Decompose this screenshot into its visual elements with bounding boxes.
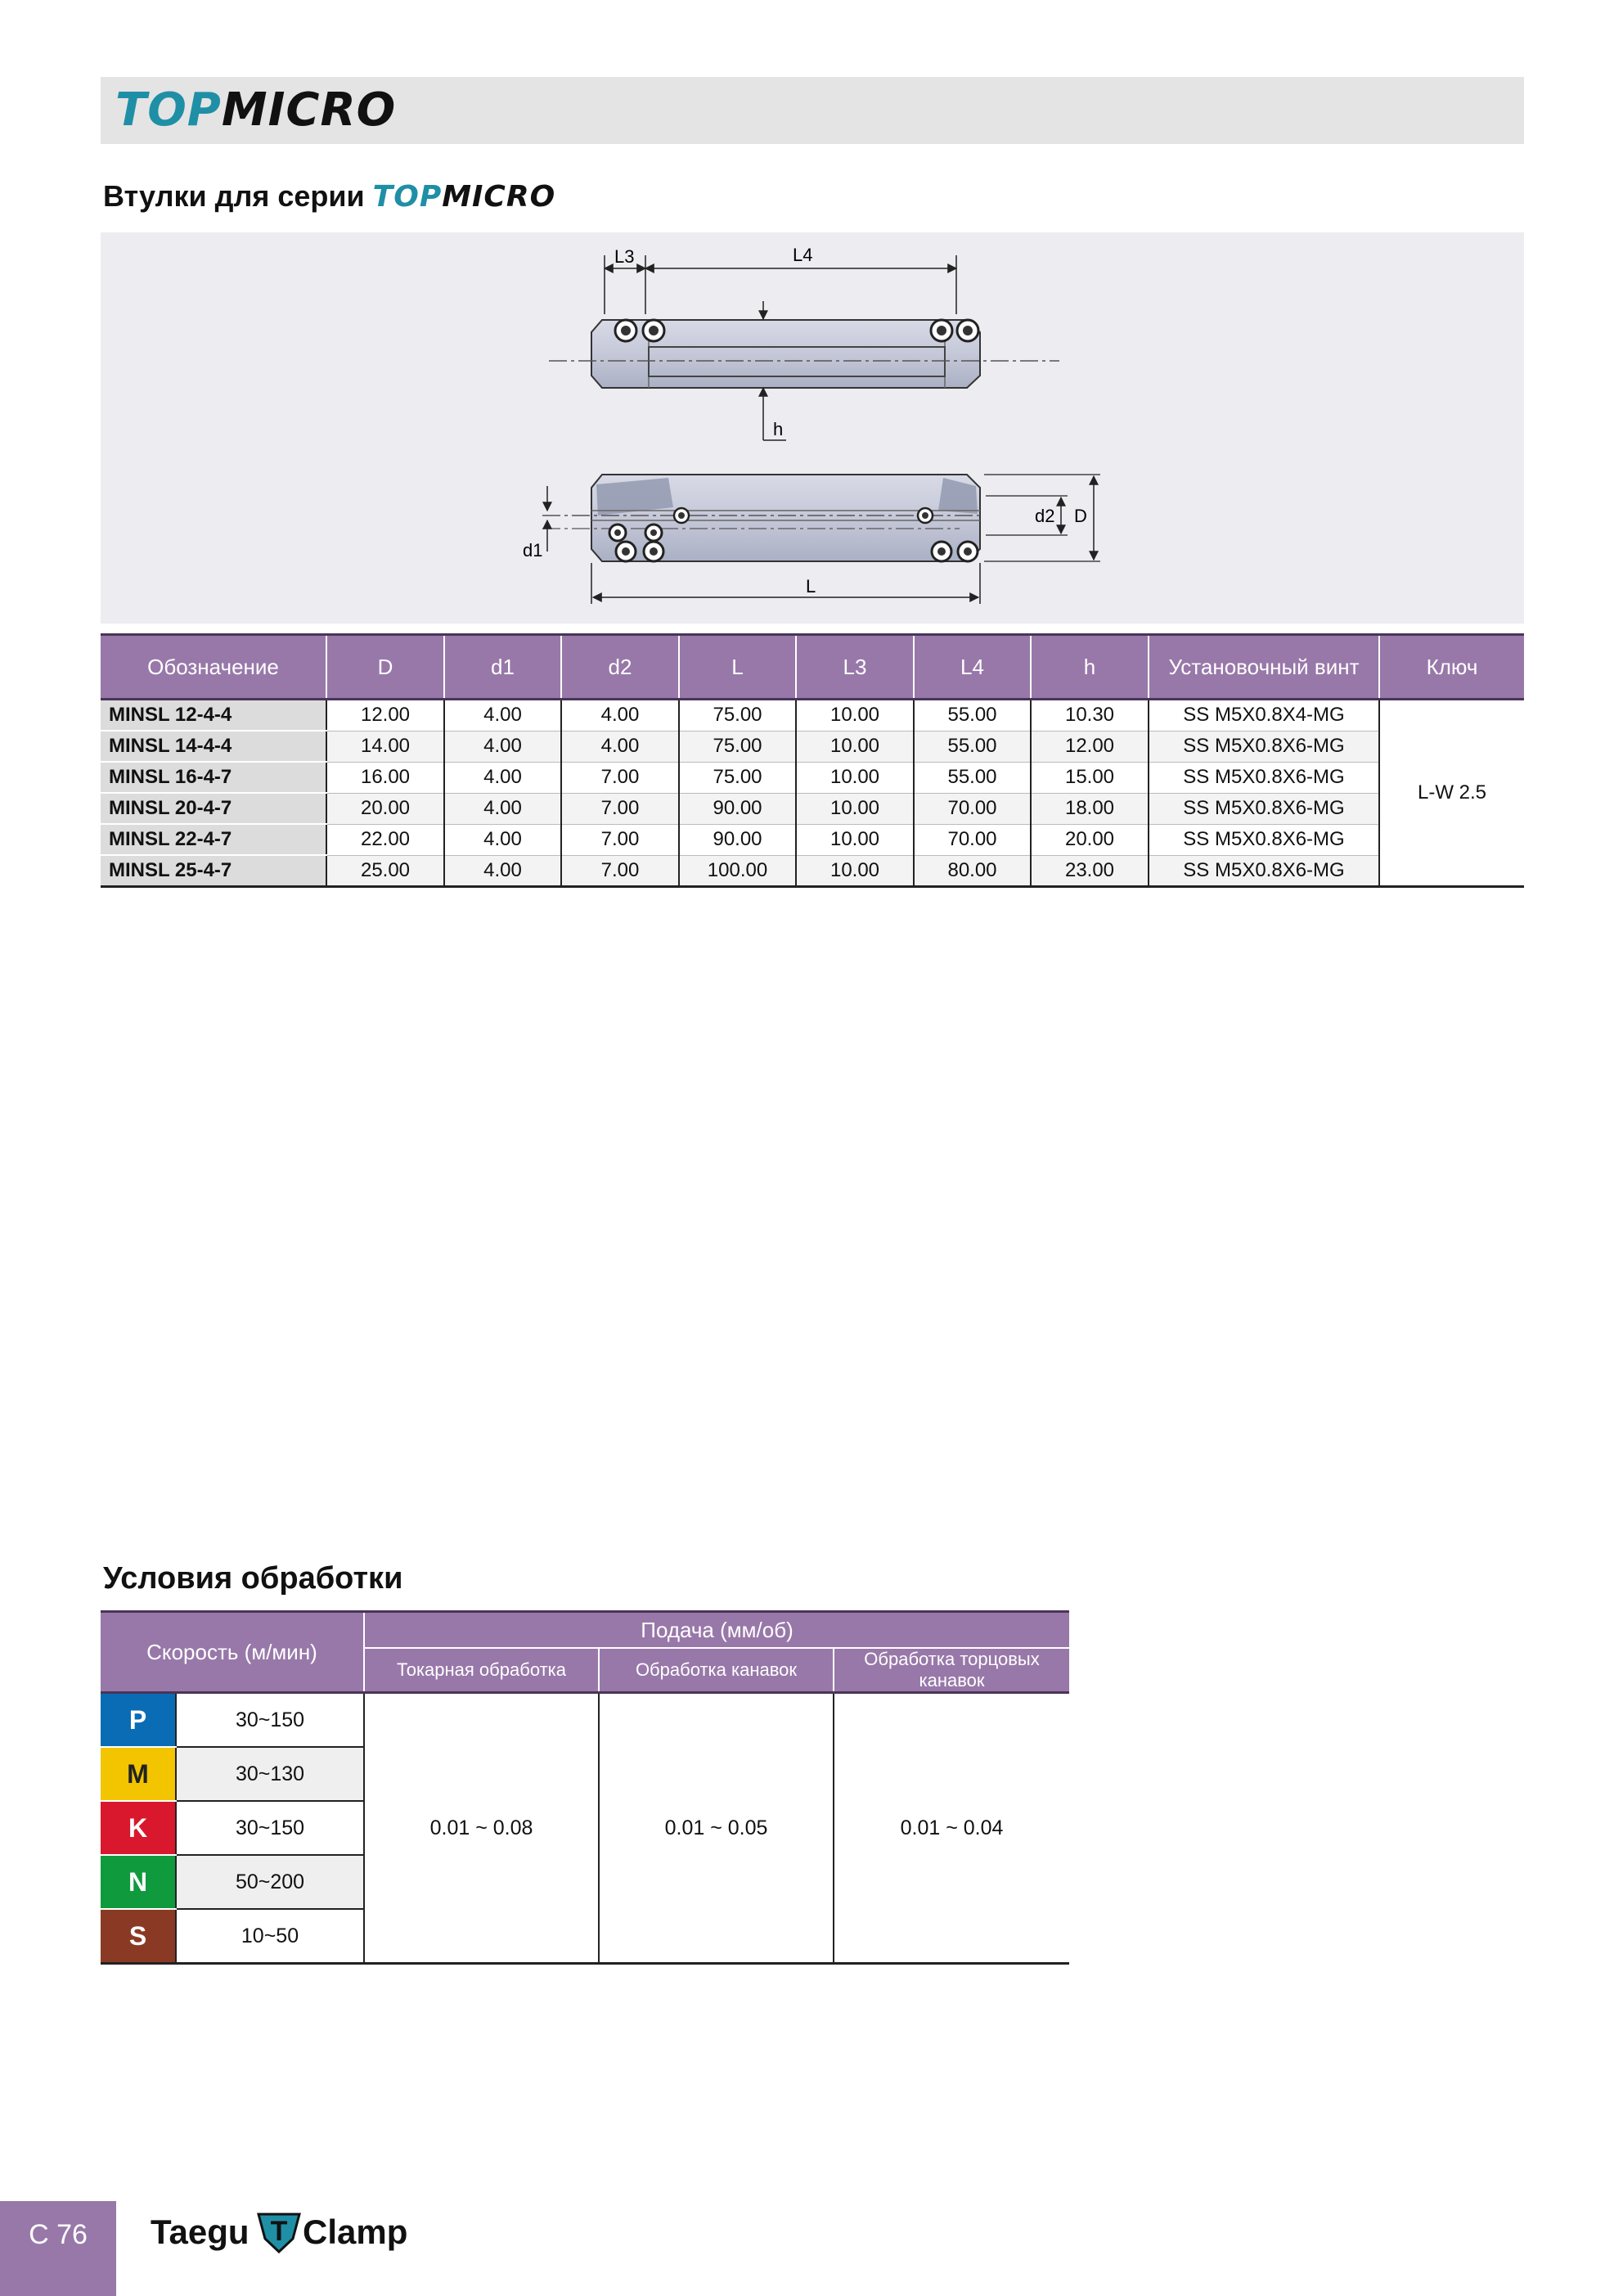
material-badge-s: S — [101, 1909, 176, 1964]
cell-L: 90.00 — [679, 793, 796, 824]
speed-value: 30~150 — [176, 1801, 364, 1855]
cell-h: 15.00 — [1031, 762, 1149, 793]
header-band — [101, 77, 1524, 144]
conditions-table — [101, 1610, 1069, 1965]
screw-icon — [615, 320, 636, 341]
header-L3: L3 — [796, 635, 914, 700]
cell-L: 90.00 — [679, 824, 796, 855]
table-row — [101, 731, 1524, 762]
cell-L4: 55.00 — [914, 762, 1031, 793]
cell-d2: 7.00 — [561, 762, 679, 793]
label-d2: d2 — [1035, 506, 1055, 526]
cell-h: 18.00 — [1031, 793, 1149, 824]
logo-top-text: TOP — [115, 83, 222, 137]
feed-turning-value: 0.01 ~ 0.08 — [364, 1693, 599, 1964]
logo-micro-text: MICRO — [221, 83, 397, 137]
section-title — [103, 178, 555, 215]
material-badge-p: P — [101, 1693, 176, 1748]
cell-L3: 10.00 — [796, 762, 914, 793]
speed-value: 50~200 — [176, 1855, 364, 1909]
cell-L3: 10.00 — [796, 731, 914, 762]
header-L: L — [679, 635, 796, 700]
label-D: D — [1074, 506, 1087, 526]
feed-subheader-grooving: Обработка канавок — [599, 1648, 834, 1693]
header-L4: L4 — [914, 635, 1031, 700]
section-topmicro-logo — [373, 180, 556, 214]
speed-value: 30~130 — [176, 1747, 364, 1801]
conditions-title: Условия обработки — [103, 1561, 403, 1596]
cell-L4: 55.00 — [914, 731, 1031, 762]
feed-header: Подача (мм/об) — [364, 1612, 1069, 1649]
cell-d2: 4.00 — [561, 731, 679, 762]
section-title-text: Втулки для серии — [103, 179, 365, 213]
cell-D: 22.00 — [326, 824, 444, 855]
cell-D: 16.00 — [326, 762, 444, 793]
cell-L4: 80.00 — [914, 855, 1031, 887]
table-row — [101, 824, 1524, 855]
spec-header-row — [101, 635, 1524, 700]
label-l3: L3 — [614, 246, 635, 267]
cell-L: 75.00 — [679, 762, 796, 793]
brand-left-text: Taegu — [151, 2213, 250, 2251]
cell-D: 12.00 — [326, 700, 444, 732]
cell-code: MINSL 16-4-7 — [101, 762, 326, 793]
cell-d1: 4.00 — [444, 855, 561, 887]
cell-L3: 10.00 — [796, 855, 914, 887]
cell-key: L-W 2.5 — [1379, 700, 1524, 887]
table-row — [101, 762, 1524, 793]
cell-screw: SS M5X0.8X6-MG — [1149, 762, 1379, 793]
cell-screw: SS M5X0.8X6-MG — [1149, 855, 1379, 887]
header-D: D — [326, 635, 444, 700]
header-d1: d1 — [444, 635, 561, 700]
cell-L: 100.00 — [679, 855, 796, 887]
top-view — [549, 245, 1059, 440]
cell-D: 25.00 — [326, 855, 444, 887]
material-badge-k: K — [101, 1801, 176, 1855]
cell-h: 10.30 — [1031, 700, 1149, 732]
cell-h: 12.00 — [1031, 731, 1149, 762]
feed-subheader-turning: Токарная обработка — [364, 1648, 599, 1693]
screw-icon — [644, 542, 663, 561]
cell-L4: 55.00 — [914, 700, 1031, 732]
cell-screw: SS M5X0.8X6-MG — [1149, 731, 1379, 762]
cell-d1: 4.00 — [444, 824, 561, 855]
label-l4: L4 — [793, 245, 813, 265]
label-h: h — [773, 419, 784, 439]
topmicro-logo — [115, 85, 396, 136]
side-view — [523, 475, 1100, 604]
cell-code: MINSL 20-4-7 — [101, 793, 326, 824]
feed-grooving-value: 0.01 ~ 0.05 — [599, 1693, 834, 1964]
material-badge-n: N — [101, 1855, 176, 1909]
cell-d1: 4.00 — [444, 793, 561, 824]
header-h: h — [1031, 635, 1149, 700]
cell-L: 75.00 — [679, 700, 796, 732]
screw-icon — [645, 524, 662, 541]
screw-icon — [643, 320, 664, 341]
section-logo-micro: MICRO — [442, 180, 556, 214]
cell-screw: SS M5X0.8X4-MG — [1149, 700, 1379, 732]
cell-L3: 10.00 — [796, 700, 914, 732]
screw-icon — [616, 542, 636, 561]
cell-L: 75.00 — [679, 731, 796, 762]
cell-d2: 7.00 — [561, 824, 679, 855]
cell-d2: 7.00 — [561, 855, 679, 887]
screw-icon — [674, 508, 689, 523]
sleeve-drawing — [101, 232, 1524, 624]
sleeve-spec-table — [101, 633, 1524, 888]
cell-d1: 4.00 — [444, 700, 561, 732]
cell-d2: 7.00 — [561, 793, 679, 824]
cell-code: MINSL 12-4-4 — [101, 700, 326, 732]
cell-h: 23.00 — [1031, 855, 1149, 887]
table-row — [101, 793, 1524, 824]
cell-code: MINSL 22-4-7 — [101, 824, 326, 855]
taegutec-logo — [151, 2203, 420, 2260]
cell-D: 14.00 — [326, 731, 444, 762]
conditions-header-row — [101, 1612, 1069, 1649]
label-d1: d1 — [523, 540, 543, 560]
cell-code: MINSL 25-4-7 — [101, 855, 326, 887]
brand-mark-text: T — [270, 2216, 288, 2247]
speed-value: 30~150 — [176, 1693, 364, 1748]
header-designation: Обозначение — [101, 635, 326, 700]
label-L: L — [806, 576, 816, 597]
cell-L4: 70.00 — [914, 824, 1031, 855]
table-row — [101, 1693, 1069, 1748]
speed-header: Скорость (м/мин) — [101, 1612, 364, 1693]
feed-face-grooving-value: 0.01 ~ 0.04 — [834, 1693, 1069, 1964]
feed-subheader-face-grooving: Обработка торцовых канавок — [834, 1648, 1069, 1693]
screw-icon — [609, 524, 626, 541]
screw-icon — [932, 542, 951, 561]
table-row — [101, 700, 1524, 732]
screw-icon — [957, 320, 978, 341]
page-number: C 76 — [29, 2219, 88, 2250]
section-logo-top: TOP — [372, 180, 443, 214]
header-d2: d2 — [561, 635, 679, 700]
screw-icon — [931, 320, 952, 341]
taegutec-t-icon — [259, 2214, 299, 2252]
screw-icon — [958, 542, 978, 561]
header-screw: Установочный винт — [1149, 635, 1379, 700]
diagram-panel — [101, 232, 1524, 624]
header-key: Ключ — [1379, 635, 1524, 700]
cell-d2: 4.00 — [561, 700, 679, 732]
cell-L4: 70.00 — [914, 793, 1031, 824]
cell-screw: SS M5X0.8X6-MG — [1149, 793, 1379, 824]
cell-L3: 10.00 — [796, 793, 914, 824]
cell-code: MINSL 14-4-4 — [101, 731, 326, 762]
cell-d1: 4.00 — [444, 762, 561, 793]
cell-D: 20.00 — [326, 793, 444, 824]
speed-value: 10~50 — [176, 1909, 364, 1964]
cell-h: 20.00 — [1031, 824, 1149, 855]
material-badge-m: M — [101, 1747, 176, 1801]
cell-L3: 10.00 — [796, 824, 914, 855]
table-row — [101, 855, 1524, 887]
cell-d1: 4.00 — [444, 731, 561, 762]
brand-right-text: Clamp — [303, 2213, 408, 2251]
cell-screw: SS M5X0.8X6-MG — [1149, 824, 1379, 855]
screw-icon — [918, 508, 933, 523]
